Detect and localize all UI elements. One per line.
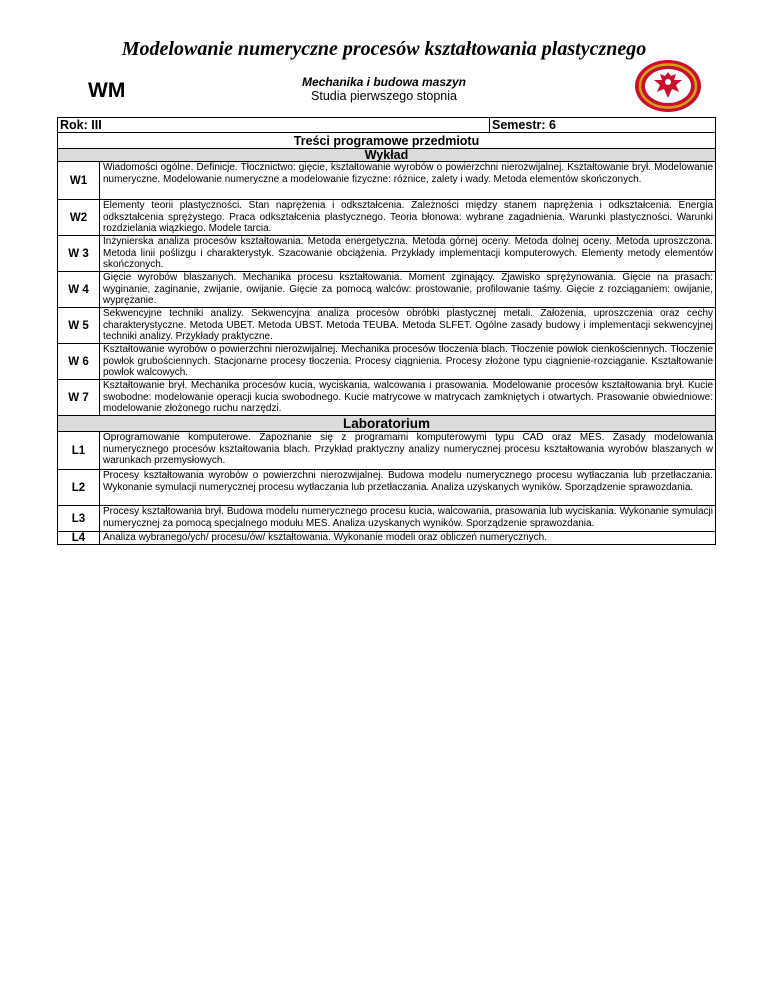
row-description: Sekwencyjne techniki analizy. Sekwencyjna analiza procesów obróbki plastycznej metali. Założenia, uproszczenia oraz cechy charakterystyczne. Metoda UBET. Metoda UBST. Metoda TEUBA. Metoda SLFET. Ogólne zasady budowy i implementacji sekwencyjnej techniki analizy. Przykłady praktyczne. [100, 308, 716, 344]
table-row [58, 344, 716, 380]
row-code: W 6 [58, 344, 100, 380]
field-of-study: Mechanika i budowa maszyn [301, 75, 467, 89]
table-row [58, 532, 716, 545]
content-heading: Treści programowe przedmiotu [58, 133, 716, 149]
semester-label: Semestr: 6 [490, 118, 716, 133]
row-code: W1 [58, 162, 100, 200]
program-content-table [57, 117, 716, 545]
row-description: Analiza wybranego/ych/ procesu/ów/ kształtowania. Wykonanie modeli oraz obliczeń numerycznych. [100, 532, 716, 545]
document-title: Modelowanie numeryczne procesów kształtowania plastycznego [121, 38, 647, 60]
row-description: Procesy kształtowania wyrobów o powierzchni nierozwijalnej. Budowa modelu numerycznego procesu wytłaczania lub przetłaczania. Wykonanie symulacji numerycznej procesu wytłaczania lub przetłaczania. Analiza uzyskanych wyników. Sporządzenie sprawozdania. [100, 470, 716, 506]
year-semester-row [58, 118, 716, 133]
lecture-heading-row [58, 149, 716, 162]
row-code: L3 [58, 506, 100, 532]
content-heading-row [58, 133, 716, 149]
table-row [58, 380, 716, 416]
year-label: Rok: III [58, 118, 490, 133]
row-description: Inżynierska analiza procesów kształtowania. Metoda energetyczna. Metoda górnej oceny. Metoda dolnej oceny. Metoda uproszczona. Metoda linii poślizgu i charakterystyk. Szacowanie obciążenia. Przykłady implementacji komputerowych. Elementy metody elementów skończonych. [100, 236, 716, 272]
row-code: W 5 [58, 308, 100, 344]
row-code: W 7 [58, 380, 100, 416]
university-emblem-icon [632, 58, 704, 114]
lecture-heading: Wykład [58, 149, 716, 162]
row-code: L2 [58, 470, 100, 506]
row-code: W 4 [58, 272, 100, 308]
table-row [58, 308, 716, 344]
row-description: Wiadomości ogólne. Definicje. Tłocznictwo: gięcie, kształtowanie wyrobów o powierzchni nierozwijalnej. Kształtowanie brył. Modelowanie numeryczne. Modelowanie numeryczne a modelowanie fizyczne: różnice, zalety i wady. Metoda elementów skończonych. [100, 162, 716, 200]
table-row [58, 432, 716, 470]
row-description: Elementy teorii plastyczności. Stan naprężenia i odkształcenia. Zależności między stanem naprężenia i odkształcenia. Energia odkształcenia sprężystego. Praca odkształcenia plastycznego. Teoria błonowa: wybrane zagadnienia. Warunki plastyczności. Warunki rozdzielania wiązkiego. Modele tarcia. [100, 200, 716, 236]
row-description: Procesy kształtowania brył. Budowa modelu numerycznego procesu kucia, walcowania, prasowania lub wyciskania. Wykonanie symulacji numerycznej za pomocą specjalnego modułu MES. Analiza uzyskanych wyników. Sporządzenie sprawozdania. [100, 506, 716, 532]
row-code: W2 [58, 200, 100, 236]
row-code: W 3 [58, 236, 100, 272]
row-description: Kształtowanie wyrobów o powierzchni nierozwijalnej. Mechanika procesów tłoczenia blach. Tłoczenie powłok cienkościennych. Tłoczenie powłok grubościennych. Stacjonarne procesy tłoczenia. Procesy ciągnienia. Procesy złożone typu ciągnienie-rozciąganie. Kształtowanie powłok walcowych. [100, 344, 716, 380]
laboratory-heading-row [58, 416, 716, 432]
table-row [58, 470, 716, 506]
table-row [58, 272, 716, 308]
row-description: Oprogramowanie komputerowe. Zapoznanie się z programami komputerowymi typu CAD oraz MES. Zasady modelowania numerycznego procesów kształtowania blach. Przykład praktyczny analizy numerycznej procesu kształtowania wyrobów blaszanych w warunkach przemysłowych. [100, 432, 716, 470]
table-row [58, 162, 716, 200]
study-level: Studia pierwszego stopnia [311, 89, 457, 103]
table-row [58, 506, 716, 532]
faculty-code: WM [88, 79, 126, 102]
row-code: L1 [58, 432, 100, 470]
row-description: Gięcie wyrobów blaszanych. Mechanika procesu kształtowania. Moment zginający. Zjawisko sprężynowania. Gięcie na prasach: wyginanie, zaginanie, zwijanie, owijanie. Gięcie za pomocą walców: prostowanie, profilowanie taśmy. Gięcie z rozciąganiem: owijanie, wyprężanie. [100, 272, 716, 308]
table-row [58, 200, 716, 236]
table-row [58, 236, 716, 272]
row-description: Kształtowanie brył. Mechanika procesów kucia, wyciskania, walcowania i prasowania. Modelowanie procesów kształtowania brył. Kucie swobodne: modelowanie operacji kucia swobodnego. Kucie matrycowe w matrycach zamkniętych i otwartych. Prasowanie obwiedniowe: modelowanie złożonego ruchu narzędzi. [100, 380, 716, 416]
laboratory-heading: Laboratorium [58, 416, 716, 432]
row-code: L4 [58, 532, 100, 545]
